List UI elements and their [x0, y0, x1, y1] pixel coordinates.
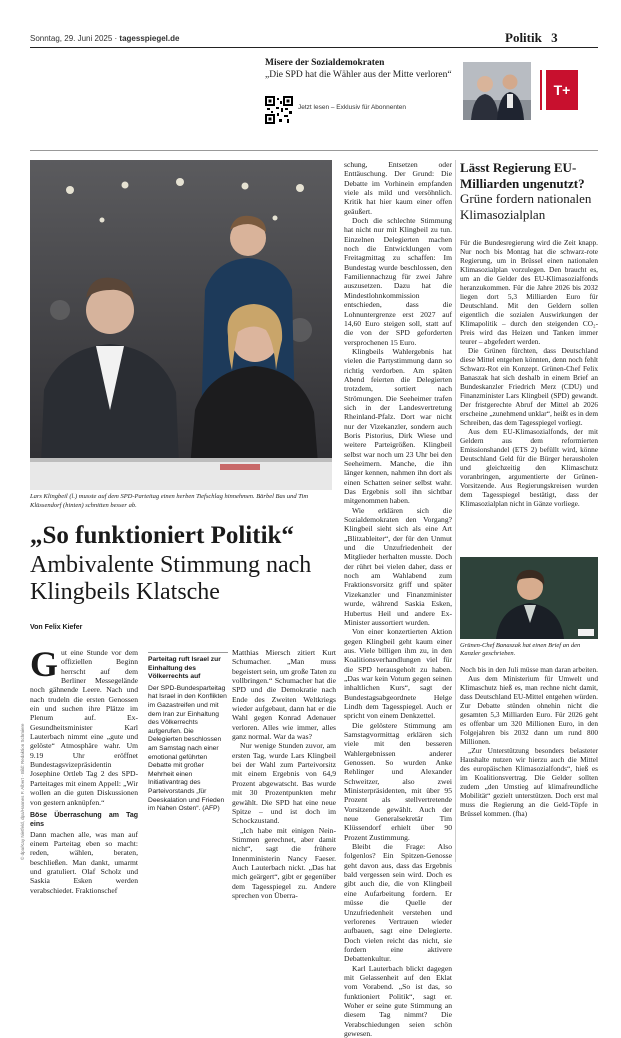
article-paragraph: Für die Bundesregierung wird die Zeit knapp. Nur noch bis Montag hat die schwarz-rote Regierung, um in Brüssel einen nationalen Klimasozialplan vorzulegen. Den braucht es, um an die Gelder des EU-Klimasozialfonds heranzukommen. Für die Jahre 2026 bis 2032 liegen dort 5,3 Milliarden Euro für Deutschland. Mit den Geldern sollen eigentlich die sozialen Auswirkungen der Klimapolitik – durch den steigenden CO₂-Preis wird das Heizen und Tanken immer teurer – abgefedert werden. — [460, 238, 598, 346]
article-paragraph: Aus dem EU-Klimasozialfonds, der mit Geldern aus dem reformierten Emissionshandel (ETS 2) befüllt wird, könne Deutschland Geld für die Bürger herausholen und gleichzeitig den Klimaschutz voranbringen, argumentierte der Grünen-Vorsitzende. Aus Regierungskreisen wurden dem Tagesspiegel bestätigt, dass der Klimasozialplan nicht in Gänze vorliege. — [460, 427, 598, 508]
article-paragraph: Karl Lauterbach blickt dagegen mit Gelassenheit auf den Eklat vom Vorabend. „So ist das, so funktioniert Politik“, sagt er. Woher er seine gute Stimmung an diesem Tag nimmt? Die Verabschiedungen seien schön gewesen. — [344, 963, 452, 1038]
main-photo — [30, 160, 332, 490]
right-photo-caption: Grünen-Chef Banaszak hat einen Brief an den Kanzler geschrieben. — [460, 642, 581, 658]
promo-kicker: Misere der Sozialdemokraten — [265, 58, 385, 68]
photo-credit: © dpa/Kay Nietfeld, dpa/Hannes P. Albert · Bild: Redaktion Schmiere — [20, 723, 25, 860]
article-paragraph: Wie erklären sich die Sozialdemokraten den Vorgang? Klingbeil sieht sich als eine Art „Blitzableiter“, der für den Unmut und die Unzufriedenheit der Mitglieder herhalten musste. Doch der rührt bei vielen daher, dass er noch am Wahlabend zum Fraktionsvorsitz griff und später Vizekanzler und Finanzminister wurde, während Saskia Esken, Hubertus Heil und andere Ex-Minister aussortiert wurden. — [344, 505, 452, 627]
promo-quote: „Die SPD hat die Wähler aus der Mitte verloren“ — [265, 70, 452, 80]
article-paragraph: Bleibt die Frage: Also folgenlos? Ein Spitzen-Genosse geht davon aus, dass das Ergebnis bald vergessen sein wird. Doch es gibt auch die, die von Klingbeil eine Aufarbeitung fordern. Er müsse die Quelle der Unzufriedenheit verstehen und verlorenes Vertrauen wieder aufbauen, sagt eine Delegierte. Doch vielen reicht das nicht, sie fordern eine aktivere Debattenkultur. — [344, 842, 452, 964]
issue-date: Sonntag, 29. Juni 2025 — [30, 34, 113, 43]
article-paragraph: „Ich habe mit einigen Nein-Stimmen gerechnet, aber damit nicht“, sagt die frühere Innenministerin Nancy Faeser. Auch Lauterbach nickt. „Das hat mich geärgert“, gibt er gegenüber dem Tagesspiegel zu. Andere sprechen von Überra- — [232, 825, 336, 900]
right-article-body — [460, 238, 598, 508]
article-paragraph: Klingbeils Wahlergebnis hat vielen die Partystimmung dann so richtig verdorben. Am späten Abend feierten die Delegierten trotzdem, sortiert nach Strömungen. Die Seeheimer trafen sich in der Landesvertretung Rheinland-Pfalz. Dort war nicht nur der Vizekanzler, sondern auch Boris Pistorius, Dirk Wiese und weitere Parteigrößen. Klingbeil selbst war noch um 23 Uhr bei den Seeheimern. Manche, die ihn länger kennen, nahmen ihn dort als einen Schatten seiner selbst wahr. Das Ergebnis soll ihn sichtbar mitgenommen haben. — [344, 346, 452, 506]
article-paragraph: Matthias Miersch zitiert Kurt Schumacher. „Man muss begeistert sein, um große Taten zu vollbringen.“ Schumacher hat die SPD und die Demokratie nach Ende des Zweiten Weltkriegs wieder aufgebaut, dann hat er die Wahl gegen Konrad Adenauer verloren. Alles wie immer, alles ganz normal. War da was? — [232, 648, 336, 742]
section-header — [505, 30, 558, 46]
header-date-site: Sonntag, 29. Juni 2025 · tagesspiegel.de — [30, 34, 180, 43]
article-paragraph: Noch bis in den Juli müsse man daran arbeiten. — [460, 665, 598, 674]
article-headline: „So funktioniert Politik“ — [30, 522, 294, 549]
article-paragraph: Gut eine Stunde vor dem offiziellen Beginn herrscht auf dem Berliner Messegelände noch gähnende Leere. Nach und nach trudeln die ersten Genossen ein und suchen ihre Plätze im Plenum auf. Ex-Gesundheitsminister Karl Lauterbach nimmt eine „gute und gelöste“ Atmosphäre wahr. Um 9.19 Uhr eröffnet Bundestagsvizepräsidentin Josephine Ortleb Tag 2 des SPD-Parteitages mit einem Appell: „Wir wollen an die guten Diskussionen von gestern anknüpfen.“ — [30, 644, 138, 807]
dropcap: G — [30, 644, 59, 684]
subheading: Böse Überraschung am Tag eins — [30, 811, 138, 829]
header-rule — [30, 47, 598, 48]
article-paragraph: Doch die schlechte Stimmung hat nicht nur mit Klingbeil zu tun. Einzelnen Delegierten machen noch die Entwicklungen vom Freitagmittag zu schaffen: Im Bundestag wurde beschlossen, den Familiennachzug für zwei Jahre auszusetzen. Dazu hat die Mindestlohnkommission entschieden, dass die Lohnuntergrenze erst 2027 auf 14,60 Euro steigen soll, statt auf die von der SPD geforderten versprochenen 15 Euro. — [344, 216, 452, 347]
article-column-1 — [30, 644, 138, 895]
article-byline: Von Felix Kiefer — [30, 624, 83, 631]
qr-code-icon[interactable] — [265, 96, 293, 124]
right-article-headline: Lässt Regierung EU-Milliarden ungenutzt? Grüne fordern nationalen Klimasozialplan — [460, 160, 592, 222]
promo-photo — [463, 62, 531, 120]
right-article-photo — [460, 557, 598, 639]
column-divider — [455, 160, 456, 862]
article-paragraph: Die Grünen fürchten, dass Deutschland diese Mittel entgehen könnten, denn noch fehlt Schwarz-Rot ein Konzept. Grünen-Chef Felix Banaszak hat sich deshalb in einem Brief an Bundeskanzler Friedrich Merz (CDU) und Finanzminister Lars Klingbeil (SPD) gewandt. Der fristgerechte Abruf der Mittel ab 2026 erscheine „zunehmend unklar“, heißt es in dem Schreiben, das dem Tagesspiegel vorliegt. — [460, 346, 598, 427]
article-subhead: Ambivalente Stimmung nach Klingbeils Klatsche — [30, 552, 312, 605]
tplus-logo: T+ — [546, 70, 578, 110]
brief-text: Der SPD-Bundesparteitag hat Israel in den Konflikten im Gazastreifen und mit dem Iran zur Einhaltung des Völkerrechts aufgerufen. Die Delegierten beschlossen am Samstag nach einer emotional geführten Debatte mit großer Mehrheit einen Initiativantrag des Parteivorstands „für Deeskalation und Frieden im Nahen Osten“. (AFP) — [148, 684, 227, 813]
page-number: 3 — [551, 30, 558, 45]
article-paragraph: Nur wenige Stunden zuvor, am ersten Tag, wurde Lars Klingbeil bei der Wahl zum Parteivorsitz mit einem Ergebnis von 64,9 Prozent abgewatscht. Bas wurde mit 30 Prozentpunkten mehr gewählt. Die SPD hat eine neue Spitze – und ist doch im Schockzustand. — [232, 741, 336, 826]
main-photo-caption: Lars Klingbeil (l.) musste auf dem SPD-Parteitag einen herben Tiefschlag hinnehmen. Bärbel Bas und Tim Klüssendorf (hinten) schnitten besser ab. — [30, 493, 309, 509]
article-paragraph: „Zur Unterstützung besonders belasteter Haushalte nutzen wir hierzu auch die Mittel des europäischen Klimasozialfonds“, hieß es im Koalitionsvertrag. Die Gelder sollten zudem „den Umstieg auf klimafreundliche Mobilität“ gezielt unterstützen. Doch erst mal muss die Regierung an die Geld-Töpfe in Brüssel kommen. (fha) — [460, 746, 598, 818]
article-column-3 — [232, 648, 336, 900]
article-paragraph: schung, Entsetzen oder Enttäuschung. Der Grund: Die Debatte im Vorhinein empfanden viele als mild und versöhnlich. Kritik hat hier kaum einer offen geäußert. — [344, 160, 452, 216]
brief-title: Parteitag ruft Israel zur Einhaltung des Völkerrechts auf — [148, 656, 221, 681]
right-article-body-continued — [460, 665, 598, 818]
promo-rule — [30, 150, 598, 151]
article-paragraph: Aus dem Ministerium für Umwelt und Klimaschutz hieß es, man rechne nicht damit, dass Deutschland EU-Mittel entgehen würden. Zur Debatte stünden ohnehin nicht die gesamten 5,3 Milliarden Euro. Für 2026 geht es offenbar um 320 Millionen Euro, in den Folgejahren bis 2032 dann um rund 800 Millionen. — [460, 674, 598, 746]
section-name: Politik — [505, 30, 542, 45]
site-name: tagesspiegel.de — [119, 34, 180, 43]
article-paragraph: Von einer konzertierten Aktion gegen Klingbeil geht kaum einer aus. Viele billigen ihm zu, in den Koalitionsverhandlungen viel für die SPD herausgeholt zu haben. „Das war kein Votum gegen seinen inhaltlichen Kurs“, sagt der Bundestagsabgeordnete Helge Lindh dem Tagesspiegel. Auch er spricht von einem Denkzettel. — [344, 627, 452, 721]
article-paragraph: Dann machen alle, was man auf einem Parteitag eben so macht: reden, wählen, beraten, beschließen. Man dankt, umarmt und gratuliert. Olaf Scholz und Saskia Esken werden verabschiedet. Fraktionschef — [30, 829, 138, 895]
article-paragraph: Die gelöstere Stimmung am Samstagvormittag erklären sich viele mit den besseren Wahlergebnissen anderer Genossen. So wurden Anke Rehlinger und Alexander Schweitzer, also zwei Ministerpräsidenten, mit über 95 Prozent als stellvertretende Vorsitzende gewählt. Auch der neue Generalsekretär Tim Klüssendorf erhielt über 90 Prozent Zustimmung. — [344, 720, 452, 842]
news-brief-box — [148, 652, 228, 814]
article-column-4 — [344, 160, 452, 1038]
promo-cta-link[interactable]: Jetzt lesen – Exklusiv für Abonnenten — [298, 104, 407, 111]
